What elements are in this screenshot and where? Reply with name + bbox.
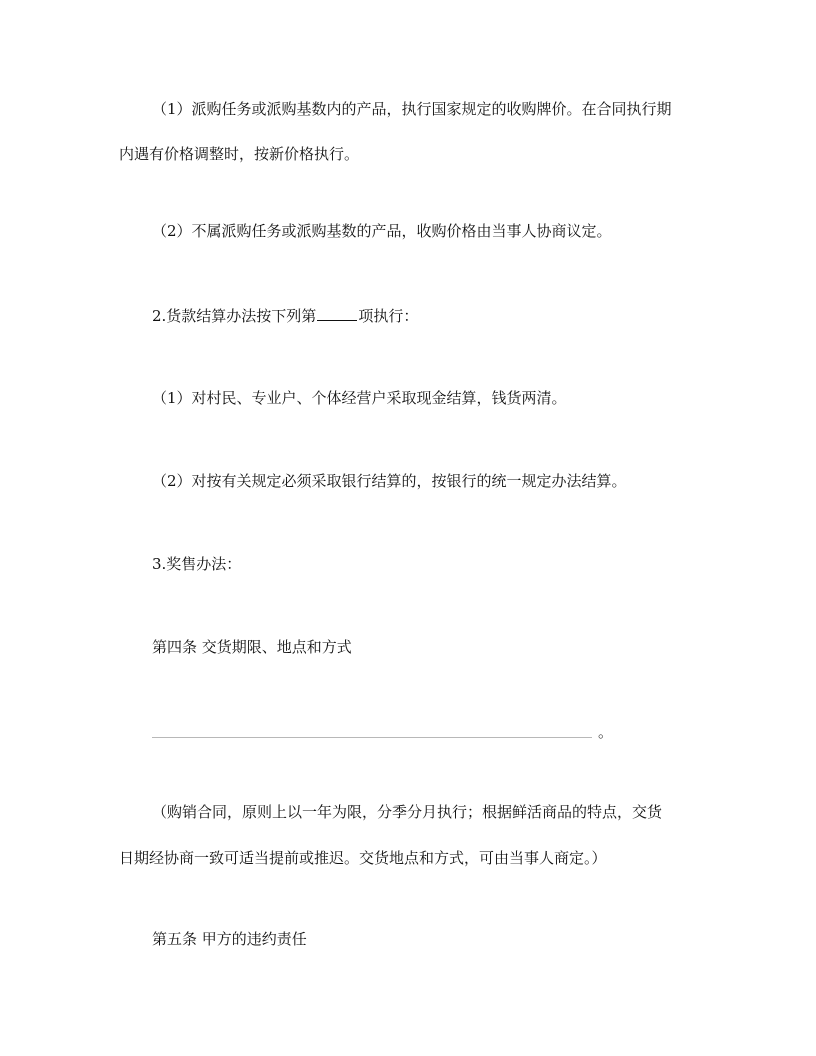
section-heading-article-4: 第四条 交货期限、地点和方式	[152, 638, 352, 656]
section-heading-article-5: 第五条 甲方的违约责任	[152, 930, 307, 948]
paragraph-delivery-note-line-2: 日期经协商一致可适当提前或推迟。交货地点和方式，可由当事人商定。）	[119, 849, 607, 867]
paragraph-price-line-2: 内遇有价格调整时，按新价格执行。	[119, 145, 360, 163]
paragraph-sales-incentive: 3.奖售办法：	[152, 555, 242, 573]
paragraph-payment-method	[152, 306, 418, 326]
fill-in-blank-line	[152, 737, 592, 738]
paragraph-delivery-note-line-1: （购销合同，原则上以一年为限，分季分月执行；根据鲜活商品的特点，交货	[152, 803, 663, 821]
payment-option-blank	[317, 306, 357, 321]
paragraph-price-line-1: （1）派购任务或派购基数内的产品，执行国家规定的收购牌价。在合同执行期	[152, 100, 672, 118]
paragraph-bank-settlement: （2）对按有关规定必须采取银行结算的，按银行的统一规定办法结算。	[152, 472, 627, 490]
paragraph-cash-settlement: （1）对村民、专业户、个体经营户采取现金结算，钱货两清。	[152, 389, 567, 407]
payment-method-text-after: 项执行：	[358, 307, 419, 325]
blank-line-period: 。	[598, 723, 614, 741]
paragraph-negotiated-price: （2）不属派购任务或派购基数的产品，收购价格由当事人协商议定。	[152, 222, 612, 240]
payment-method-text-before: 2.货款结算办法按下列第	[152, 307, 317, 325]
